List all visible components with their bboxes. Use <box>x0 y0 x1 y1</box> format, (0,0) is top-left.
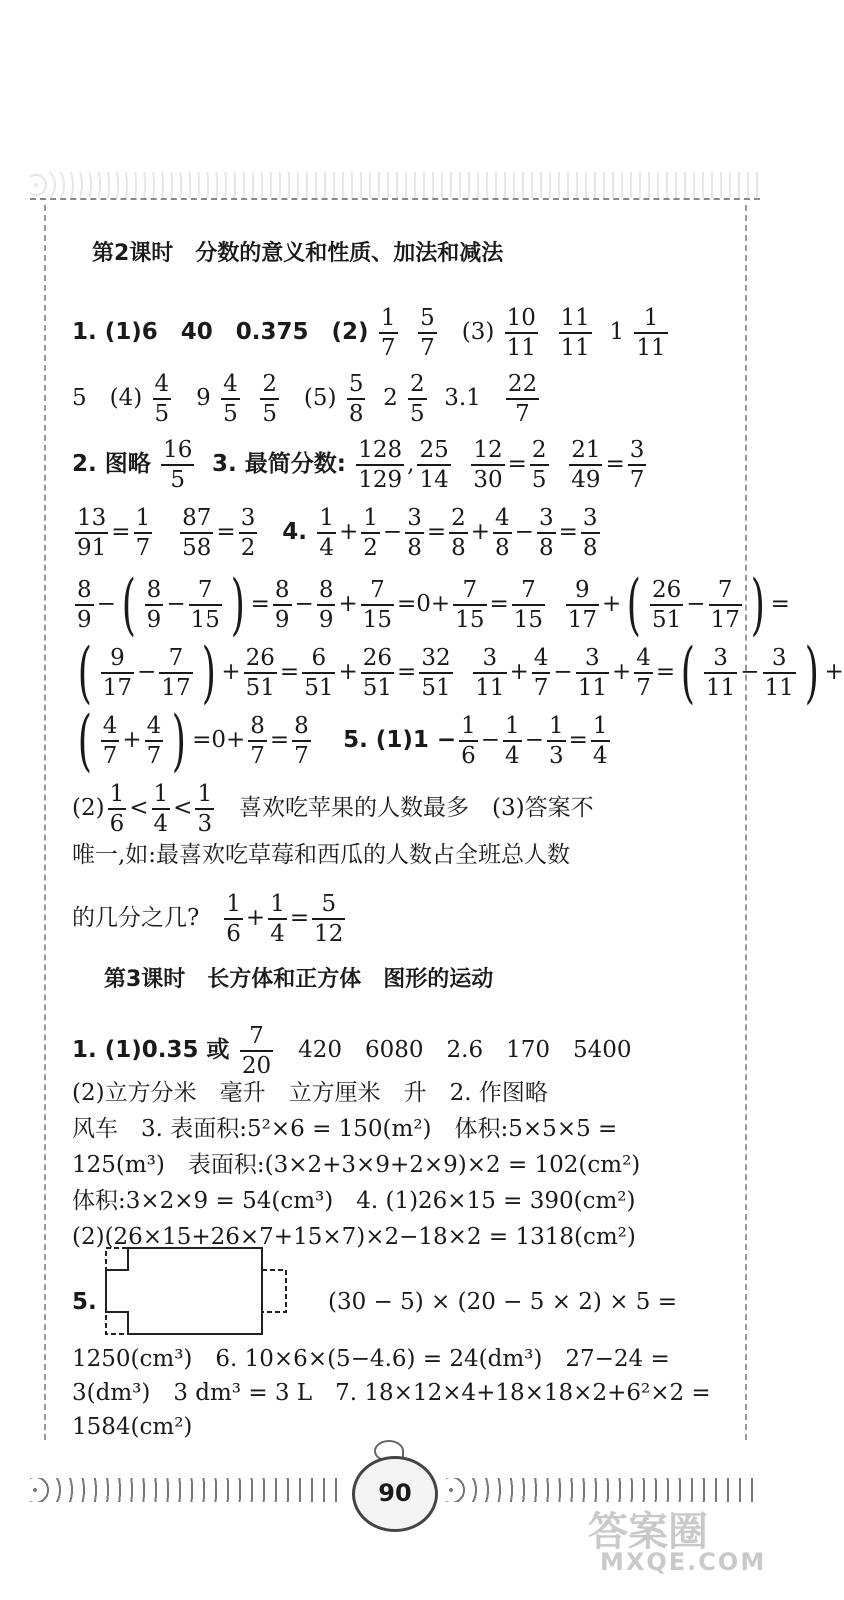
fraction: $\frac{1}{3}$ <box>548 713 564 769</box>
fraction: $\frac{3}{2}$ <box>240 505 256 561</box>
q5-answer-text: 喜欢吃苹果的人数最多 (3)答案不 <box>239 795 594 821</box>
fraction: $\frac{1}{11}$ <box>636 305 666 361</box>
left-dashed-margin <box>44 205 46 1440</box>
section-title-lesson-3: 第3课时 长方体和正方体 图形的运动 <box>104 967 494 992</box>
fraction: $\frac{3}{11}$ <box>577 645 607 701</box>
answer-values: 420 6080 2.6 170 5400 <box>298 1037 632 1063</box>
whole-number: 1 <box>609 319 625 345</box>
fraction: $\frac{5}{8}$ <box>348 371 364 427</box>
answer-line-2 <box>72 370 542 428</box>
answer-line-5: $\frac{8}{9}$ −( $\frac{8}{9}$ − $\frac{7}{15}$ ) = $\frac{8}{9}$ − $\frac{8}{9}$ + $\frac{7}{15}$ =0+ $\frac{7}{15}$ = $\frac{7}{15}$ $\frac{9}{17}$ +( $\frac{26}{51}$ − $\frac{7}{17}$ ) = <box>77 566 790 643</box>
decorative-border-pattern <box>30 172 760 198</box>
fraction: $\frac{26}{51}$ <box>362 645 393 701</box>
bracket: ( <box>627 566 642 643</box>
bracket: ( <box>121 566 136 643</box>
q1-part-a: 1. (1)6 40 0.375 (2) <box>72 319 369 345</box>
q1-part-4: 5 (4) <box>72 385 143 411</box>
fraction: $\frac{2}{5}$ <box>262 371 277 427</box>
fraction: $\frac{8}{7}$ <box>294 713 309 769</box>
fraction: $\frac{2}{8}$ <box>451 505 466 561</box>
fraction: $\frac{1}{6}$ <box>461 713 476 769</box>
answer-line-s3-2: (2)立方分米 毫升 立方厘米 升 2. 作图略 <box>72 1080 548 1106</box>
fraction: $\frac{4}{7}$ <box>146 713 162 769</box>
fraction: $\frac{4}{7}$ <box>636 645 651 701</box>
fraction: $\frac{12}{30}$ <box>473 437 503 493</box>
fraction: $\frac{1}{7}$ <box>380 305 396 361</box>
fraction: $\frac{9}{17}$ <box>567 577 597 633</box>
bracket: ) <box>750 566 765 643</box>
fraction: $\frac{8}{9}$ <box>146 577 162 633</box>
fraction: $\frac{1}{4}$ <box>270 891 285 947</box>
answer-line-s3-8: 1250(cm³) 6. 10×6×(5−4.6) = 24(dm³) 27−24 = <box>72 1346 670 1372</box>
watermark-logo: 答案圈 <box>588 1509 708 1555</box>
comma: , <box>407 451 415 477</box>
unfolded-box-diagram <box>100 1246 292 1338</box>
fraction: $\frac{26}{51}$ <box>245 645 275 701</box>
fraction: $\frac{3}{11}$ <box>705 645 736 701</box>
fraction: $\frac{6}{51}$ <box>304 645 334 701</box>
watermark-url: MXQE.COM <box>600 1548 767 1576</box>
fraction: $\frac{1}{6}$ <box>226 891 241 947</box>
fraction: $\frac{8}{9}$ <box>318 577 334 633</box>
answer-line-4: $\frac{13}{91}$ = $\frac{1}{7}$ $\frac{87}{58}$ = $\frac{3}{2}$ 4. $\frac{1}{4}$ + $\frac{1}{2}$ − $\frac{3}{8}$ = $\frac{2}{8}$ + $\frac{4}{8}$ − $\frac{3}{8}$ = $\frac{3}{8}$ <box>77 505 598 561</box>
fraction: $\frac{1}{4}$ <box>153 781 169 837</box>
fraction: $\frac{8}{9}$ <box>274 577 290 633</box>
bracket: ) <box>230 566 245 643</box>
answer-line-1 <box>72 304 671 362</box>
fraction: $\frac{7}{20}$ <box>241 1023 272 1079</box>
fraction: $\frac{11}{11}$ <box>560 305 590 361</box>
bracket: ( <box>680 634 696 711</box>
fraction: $\frac{7}{15}$ <box>455 577 485 633</box>
section-title-lesson-2: 第2课时 分数的意义和性质、加法和减法 <box>92 241 504 266</box>
question-text: 的几分之几? <box>72 905 200 931</box>
answer-line-s3-9: 3(dm³) 3 dm³ = 3 L 7. 18×12×4+18×18×2+6²×2 = <box>72 1380 711 1406</box>
fraction: $\frac{1}{7}$ <box>135 505 151 561</box>
fraction: $\frac{13}{91}$ <box>77 505 107 561</box>
q5-label: 5. <box>72 1289 97 1315</box>
fraction: $\frac{2}{5}$ <box>531 437 547 493</box>
fraction: $\frac{3}{11}$ <box>764 645 794 701</box>
fraction: $\frac{5}{7}$ <box>420 305 435 361</box>
fraction: $\frac{1}{3}$ <box>197 781 213 837</box>
answer-line-s3-4: 125(m³) 表面积:(3×2+3×9+2×9)×2 = 102(cm²) <box>72 1152 641 1178</box>
fraction: $\frac{7}{17}$ <box>161 645 191 701</box>
decimal-value: 3.1 <box>444 385 481 411</box>
fraction: $\frac{87}{58}$ <box>182 505 212 561</box>
fraction: $\frac{32}{51}$ <box>421 645 451 701</box>
fraction: $\frac{4}{8}$ <box>495 505 510 561</box>
fraction: $\frac{1}{2}$ <box>363 505 378 561</box>
fraction: $\frac{4}{5}$ <box>223 371 238 427</box>
whole-number: 9 <box>196 385 211 411</box>
answer-line-9: 唯一,如:最喜欢吃草莓和西瓜的人数占全班总人数 <box>72 842 571 868</box>
footer-dots-right <box>446 1478 756 1502</box>
fraction: $\frac{8}{7}$ <box>250 713 265 769</box>
fraction: $\frac{3}{8}$ <box>407 505 422 561</box>
q1-part-3: (3) <box>461 319 495 345</box>
fraction: $\frac{7}{17}$ <box>710 577 740 633</box>
fraction: $\frac{2}{5}$ <box>410 371 425 427</box>
fraction: $\frac{22}{7}$ <box>507 371 538 427</box>
q5-part-2: (2) <box>72 795 105 821</box>
q1-part-1: 1. (1)0.35 或 <box>72 1037 230 1063</box>
fraction: $\frac{25}{14}$ <box>419 437 449 493</box>
fraction: $\frac{4}{7}$ <box>533 645 549 701</box>
fraction: $\frac{1}{6}$ <box>109 781 125 837</box>
fraction: $\frac{8}{9}$ <box>77 577 92 633</box>
footer-dots-left <box>30 1478 340 1502</box>
q5-part-1: 5. (1)1 − <box>343 727 457 753</box>
fraction: $\frac{4}{5}$ <box>154 371 170 427</box>
fraction: $\frac{1}{4}$ <box>319 505 334 561</box>
fraction: $\frac{16}{5}$ <box>163 437 193 493</box>
q5-expression: (30 − 5) × (20 − 5 × 2) × 5 = <box>328 1289 678 1315</box>
answer-line-6: ( $\frac{9}{17}$ − $\frac{7}{17}$ ) + $\frac{26}{51}$ = $\frac{6}{51}$ + $\frac{26}{51}$ = $\frac{32}{51}$ $\frac{3}{11}$ + $\frac{4}{7}$ − $\frac{3}{11}$ + $\frac{4}{7}$ =( $\frac{3}{11}$ − $\frac{3}{11}$ ) + <box>77 634 844 711</box>
fraction: $\frac{21}{49}$ <box>571 437 601 493</box>
fraction: $\frac{3}{8}$ <box>582 505 598 561</box>
fraction: $\frac{3}{11}$ <box>475 645 505 701</box>
fraction: $\frac{128}{129}$ <box>358 437 403 493</box>
bracket: ) <box>201 634 216 711</box>
answer-line-s3-6: (2)(26×15+26×7+15×7)×2−18×2 = 1318(cm²) <box>72 1224 636 1250</box>
fraction: $\frac{5}{12}$ <box>314 891 344 947</box>
answer-line-s3-10: 1584(cm²) <box>72 1414 193 1440</box>
answer-line-s3-5: 体积:3×2×9 = 54(cm³) 4. (1)26×15 = 390(cm²) <box>72 1188 636 1214</box>
answer-line-8: (2) $\frac{1}{6}$ < $\frac{1}{4}$ < $\frac{1}{3}$ 喜欢吃苹果的人数最多 (3)答案不 <box>72 781 594 837</box>
fraction: $\frac{3}{8}$ <box>538 505 554 561</box>
bracket: ( <box>77 634 92 711</box>
fraction: $\frac{7}{15}$ <box>190 577 220 633</box>
q2-answer: 2. 图略 <box>72 451 151 477</box>
answer-line-10: 的几分之几? $\frac{1}{6}$ + $\frac{1}{4}$ = $\frac{5}{12}$ <box>72 891 344 947</box>
fraction: $\frac{9}{17}$ <box>102 645 133 701</box>
fraction: $\frac{26}{51}$ <box>652 577 682 633</box>
answer-line-s3-1 <box>72 1022 632 1080</box>
right-dashed-margin <box>745 205 747 1440</box>
fraction: $\frac{7}{15}$ <box>362 577 393 633</box>
answer-line-s3-3: 风车 3. 表面积:5²×6 = 150(m²) 体积:5×5×5 = <box>72 1116 618 1142</box>
bracket: ) <box>804 634 819 711</box>
page-number: 90 <box>352 1456 438 1532</box>
answer-line-7: ( $\frac{4}{7}$ + $\frac{4}{7}$ ) =0+ $\frac{8}{7}$ = $\frac{8}{7}$ 5. (1)1 − $\frac{1}{6}$ − $\frac{1}{4}$ − $\frac{1}{3}$ = $\frac{1}{4}$ <box>77 702 608 779</box>
fraction: $\frac{1}{4}$ <box>592 713 608 769</box>
answer-line-3: 2. 图略 $\frac{16}{5}$ 3. 最简分数: $\frac{128}{129}$ , $\frac{25}{14}$ $\frac{12}{30}$ = $\frac{2}{5}$ $\frac{21}{49}$ = $\frac{3}{7}$ <box>72 437 645 493</box>
whole-number: 2 <box>383 385 398 411</box>
bracket: ( <box>77 702 92 779</box>
fraction: $\frac{1}{4}$ <box>505 713 520 769</box>
q1-part-5: (5) <box>303 385 337 411</box>
fraction: $\frac{7}{15}$ <box>513 577 544 633</box>
q3-label: 3. 最简分数: <box>211 451 346 477</box>
fraction: $\frac{4}{7}$ <box>102 713 118 769</box>
fraction: $\frac{3}{7}$ <box>629 437 645 493</box>
top-dashed-divider <box>30 198 760 200</box>
fraction: $\frac{10}{11}$ <box>506 305 536 361</box>
bracket: ) <box>172 702 187 779</box>
q4-label: 4. <box>282 519 308 545</box>
